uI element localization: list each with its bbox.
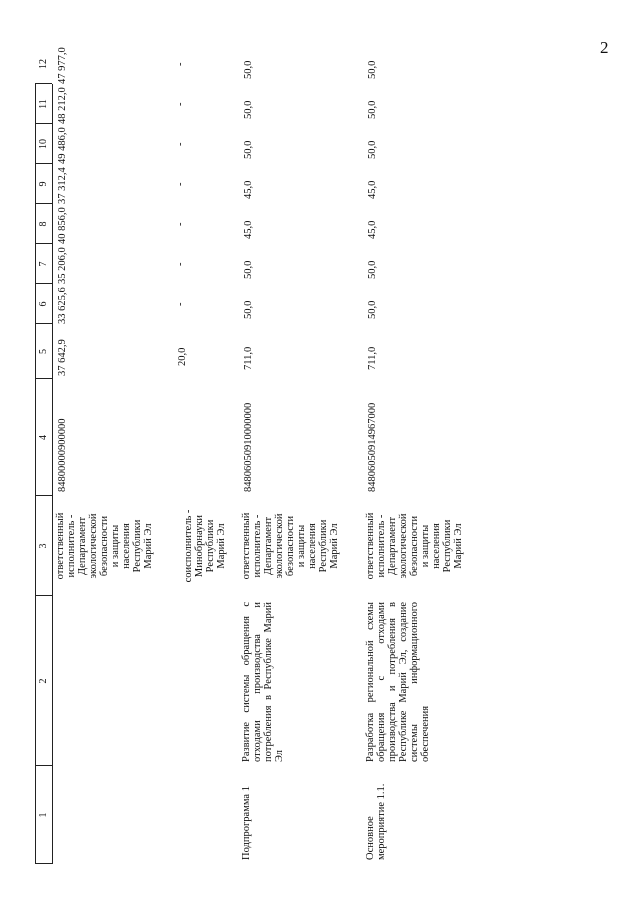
table-cell-value: 50,0 [367, 60, 378, 79]
header-bottom-border [52, 84, 53, 864]
header-cell: 8 [38, 221, 49, 227]
table-cell-value: 37 642,9 [57, 339, 68, 376]
table-cell-value: - [175, 102, 186, 106]
table-cell-value: 50,0 [243, 60, 254, 79]
header-cell: 1 [38, 812, 49, 818]
table-cell-executor: ответственный исполнитель - Департамент экологической безопасности и защиты населения Республики Марий Эл [365, 512, 464, 580]
table-cell-code: 84806050914967000 [367, 402, 378, 492]
table-cell-value: 49 486,0 [57, 127, 68, 164]
table-cell-value: 50,0 [243, 100, 254, 119]
table-cell-value: 711,0 [367, 346, 378, 370]
table-cell-value: 47 977,0 [57, 47, 68, 84]
table-cell-value: 50,0 [367, 100, 378, 119]
header-cell: 10 [38, 139, 49, 149]
table-cell-title: Разработка региональной схемы обращения с отходами производства и потребления в Республике Марий Эл, создание системы информационного обеспечения [365, 602, 431, 762]
table-cell-type: Подпрограмма 1 [241, 786, 252, 860]
table-cell-value: - [175, 182, 186, 186]
table-cell-code: 84800000900000 [57, 418, 68, 492]
table-cell-value: 50,0 [367, 260, 378, 279]
header-cell: 6 [38, 301, 49, 307]
table-cell-type: Основное мероприятие 1.1. [365, 783, 387, 860]
table-cell-value: 45,0 [243, 220, 254, 239]
table-cell-value: 50,0 [243, 140, 254, 159]
table-cell-value: 45,0 [243, 180, 254, 199]
header-cell: 11 [38, 99, 49, 109]
header-cell: 9 [38, 181, 49, 187]
page-number: 2 [600, 38, 609, 57]
table-cell-value: 40 856,0 [57, 207, 68, 244]
table-cell-value: - [175, 62, 186, 66]
table-cell-value: - [175, 142, 186, 146]
header-cell: 4 [38, 435, 49, 440]
table-cell-value: 50,0 [243, 260, 254, 279]
header-cell: 12 [38, 59, 49, 69]
header-cell: 2 [38, 678, 49, 684]
table-cell-executor: соисполнитель - Минобрнауки Республики Марий Эл [183, 509, 227, 583]
header-cell: 5 [38, 349, 49, 354]
table-cell-value: 37 312,4 [57, 167, 68, 204]
table-cell-value: - [175, 222, 186, 226]
table-cell-value: 50,0 [243, 300, 254, 319]
table-cell-value: 45,0 [367, 220, 378, 239]
table-cell-value: - [175, 302, 186, 306]
table-cell-executor: ответственный исполнитель - Департамент экологической безопасности и защиты населения Республики Марий Эл [55, 512, 154, 580]
header-cell: 7 [38, 261, 49, 267]
table-cell-value: 45,0 [367, 180, 378, 199]
budget-table [35, 0, 595, 864]
table-cell-value: 48 212,0 [57, 87, 68, 124]
table-cell-value: 20,0 [177, 347, 188, 366]
table-cell-value: 35 206,0 [57, 247, 68, 284]
table-cell-value: 50,0 [367, 140, 378, 159]
table-cell-value: 33 625,6 [57, 287, 68, 324]
table-cell-title: Развитие системы обращения с отходами производства и потребления в Республике Марий Эл [241, 602, 285, 762]
table-cell-executor: ответственный исполнитель - Департамент экологической безопасности и защиты населения Республики Марий Эл [241, 512, 340, 580]
table-cell-value: 50,0 [367, 300, 378, 319]
header-cell: 3 [38, 543, 49, 549]
table-cell-code: 84806050910000000 [243, 402, 254, 492]
table-cell-value: 711,0 [243, 346, 254, 370]
table-cell-value: - [175, 262, 186, 266]
